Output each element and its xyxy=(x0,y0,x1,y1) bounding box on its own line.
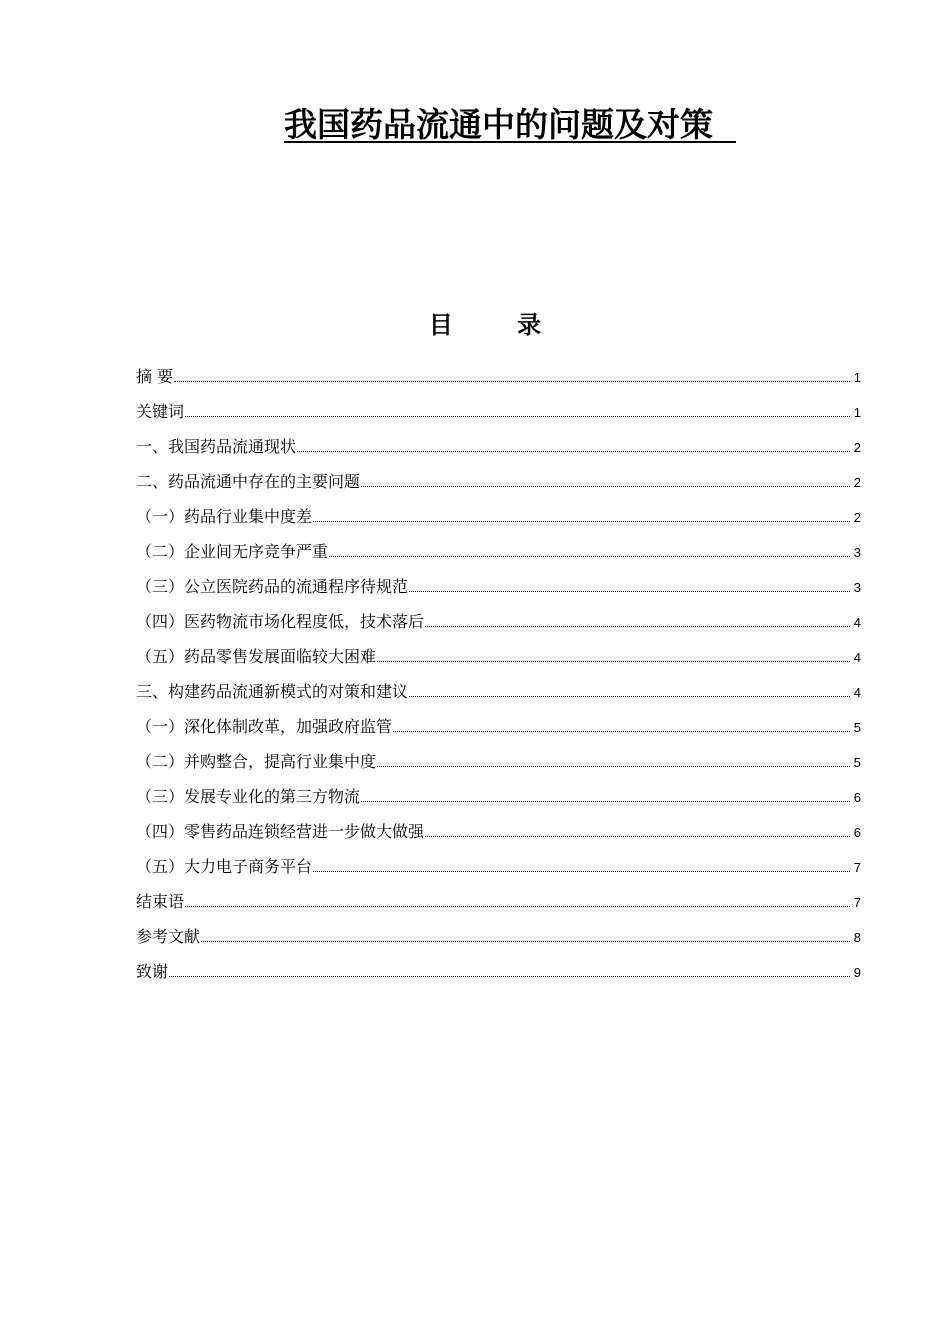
toc-dot-leader xyxy=(313,521,850,522)
toc-entry-label: 参考文献 xyxy=(136,927,201,946)
toc-list xyxy=(136,359,861,989)
toc-entry-section-3-1[interactable] xyxy=(136,709,861,744)
toc-entry-section-2-3[interactable] xyxy=(136,569,861,604)
toc-dot-leader xyxy=(169,976,850,977)
toc-entry-section-2[interactable] xyxy=(136,464,861,499)
toc-entry-label: （一）药品行业集中度差 xyxy=(136,507,313,526)
toc-entry-section-2-2[interactable] xyxy=(136,534,861,569)
toc-entry-label: （三）公立医院药品的流通程序待规范 xyxy=(136,577,409,596)
toc-entry-label: 二、药品流通中存在的主要问题 xyxy=(136,472,361,491)
toc-entry-label: （四）零售药品连锁经营进一步做大做强 xyxy=(136,822,425,841)
toc-dot-leader xyxy=(361,801,850,802)
toc-entry-label: 一、我国药品流通现状 xyxy=(136,437,297,456)
toc-entry-section-2-5[interactable] xyxy=(136,639,861,674)
toc-entry-label: 摘 要 xyxy=(136,367,174,386)
toc-page-number: 2 xyxy=(853,510,861,525)
toc-entry-acknowledgements[interactable] xyxy=(136,954,861,989)
toc-page-number: 6 xyxy=(853,790,861,805)
toc-entry-label: 三、构建药品流通新模式的对策和建议 xyxy=(136,682,409,701)
toc-dot-leader xyxy=(425,626,850,627)
toc-page-number: 2 xyxy=(853,475,861,490)
toc-dot-leader xyxy=(377,766,850,767)
toc-dot-leader xyxy=(201,941,850,942)
toc-page-number: 9 xyxy=(853,965,861,980)
toc-dot-leader xyxy=(425,836,850,837)
toc-page-number: 4 xyxy=(853,685,861,700)
toc-dot-leader xyxy=(377,661,850,662)
toc-dot-leader xyxy=(393,731,850,732)
toc-entry-section-3-2[interactable] xyxy=(136,744,861,779)
toc-entry-section-2-1[interactable] xyxy=(136,499,861,534)
toc-entry-section-2-4[interactable] xyxy=(136,604,861,639)
toc-dot-leader xyxy=(313,871,850,872)
toc-entry-label: （五）药品零售发展面临较大困难 xyxy=(136,647,377,666)
toc-page-number: 7 xyxy=(853,860,861,875)
toc-entry-label: （五）大力电子商务平台 xyxy=(136,857,313,876)
toc-page-number: 3 xyxy=(853,545,861,560)
toc-entry-keywords[interactable] xyxy=(136,394,861,429)
toc-heading: 目 录 xyxy=(428,311,570,339)
toc-entry-label: （二）企业间无序竞争严重 xyxy=(136,542,329,561)
toc-entry-section-3-3[interactable] xyxy=(136,779,861,814)
toc-dot-leader xyxy=(409,696,850,697)
document-title-text: 我国药品流通中的问题及对策 xyxy=(284,105,736,144)
toc-entry-section-1[interactable] xyxy=(136,429,861,464)
toc-page-number: 2 xyxy=(853,440,861,455)
toc-dot-leader xyxy=(185,906,850,907)
toc-entry-label: （四）医药物流市场化程度低，技术落后 xyxy=(136,612,425,631)
toc-entry-label: （二）并购整合，提高行业集中度 xyxy=(136,752,377,771)
toc-entry-section-3-5[interactable] xyxy=(136,849,861,884)
toc-entry-label: （三）发展专业化的第三方物流 xyxy=(136,787,361,806)
toc-dot-leader xyxy=(174,381,850,382)
toc-entry-section-3[interactable] xyxy=(136,674,861,709)
toc-entry-label: 关键词 xyxy=(136,402,185,421)
toc-page-number: 6 xyxy=(853,825,861,840)
toc-dot-leader xyxy=(297,451,850,452)
toc-entry-section-3-4[interactable] xyxy=(136,814,861,849)
toc-entry-references[interactable] xyxy=(136,919,861,954)
document-title xyxy=(0,100,950,150)
toc-entry-conclusion[interactable] xyxy=(136,884,861,919)
toc-page-number: 5 xyxy=(853,755,861,770)
toc-dot-leader xyxy=(361,486,850,487)
toc-entry-label: 结束语 xyxy=(136,892,185,911)
toc-dot-leader xyxy=(329,556,850,557)
toc-entry-abstract[interactable] xyxy=(136,359,861,394)
toc-dot-leader xyxy=(409,591,850,592)
toc-page-number: 8 xyxy=(853,930,861,945)
toc-page-number: 7 xyxy=(853,895,861,910)
toc-entry-label: 致谢 xyxy=(136,962,169,981)
toc-page-number: 1 xyxy=(853,405,861,420)
toc-dot-leader xyxy=(185,416,850,417)
toc-page-number: 4 xyxy=(853,615,861,630)
toc-page-number: 5 xyxy=(853,720,861,735)
toc-page-number: 3 xyxy=(853,580,861,595)
toc-page-number: 1 xyxy=(853,370,861,385)
toc-entry-label: （一）深化体制改革，加强政府监管 xyxy=(136,717,393,736)
toc-page-number: 4 xyxy=(853,650,861,665)
